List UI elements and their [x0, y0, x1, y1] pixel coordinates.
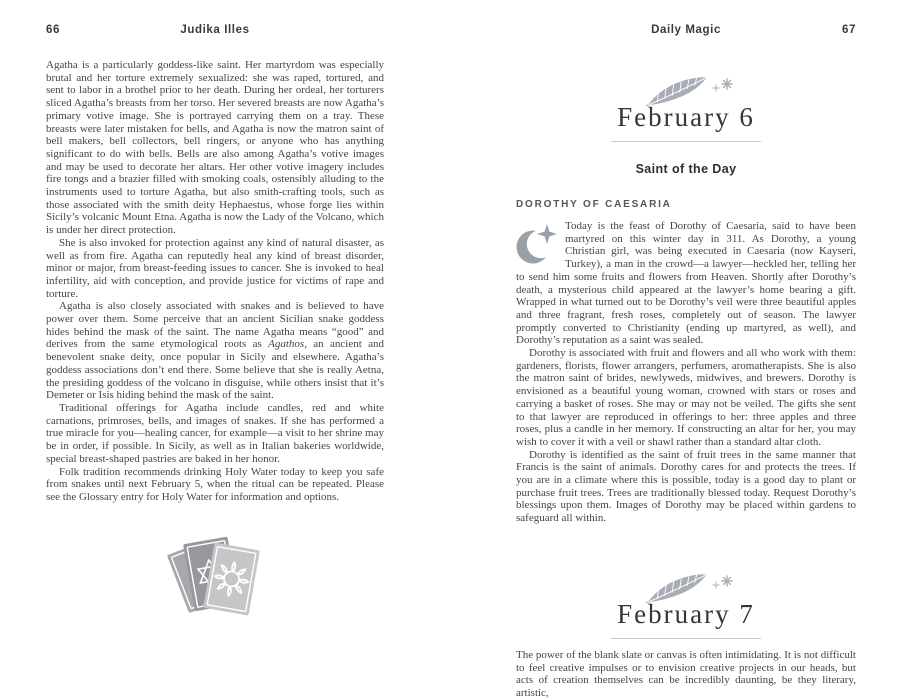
- crescent-moon-star-icon: [516, 222, 557, 267]
- italic-term: Agathos,: [268, 338, 307, 351]
- february-6-heading-block: [516, 72, 856, 142]
- sparkle-icon-small: [713, 85, 719, 91]
- section-title-saint-of-the-day: Saint of the Day: [635, 162, 737, 176]
- paragraph: Dorothy is associated with fruit and flowers and all who work with them: gardeners, florists, flower arrangers, perfumers, aromatherapists. She is also the matron saint of brides, newlyweds, midwives, and brewers. Dorothy is envisioned as a beautiful young woman, crowned with stars or roses and carrying a basket of roses. She may or may not be veiled. The gifts she sent to that lawyer are reproduced in offerings to her: three apples and three roses, plus a candle in her memory. If constructing an altar for her, you may wish to cover it with a veil or shawl rather than a standard altar cloth.: [516, 347, 856, 448]
- paragraph: She is also invoked for protection against any kind of natural disaster, as well as from fire. Agatha can reputedly heal any kind of breast disorder, minor or major, from breast-feeding issues to cancer. She is invoked to heal infertility, aid with conception, and provide justice for victims of rape and torture.: [46, 236, 384, 300]
- paragraph: Folk tradition recommends drinking Holy Water today to keep you safe from snakes until next February 5, when the ritual can be repeated. Please see the Glossary entry for Holy Water for information and options.: [46, 465, 384, 503]
- tarot-cards-icon: [159, 530, 271, 626]
- february-7-body: [516, 649, 856, 700]
- paragraph-text: Agatha is also closely associated with snakes and is believed to have power over them. Some perceive that an ancient Sicilian snake goddess hides behind the mask of the saint. The name Agatha means “good” and derives from the same etymological roots as: [46, 300, 384, 351]
- paragraph: Dorothy is identified as the saint of fruit trees in the same manner that Francis is the saint of animals. Dorothy cares for and protects the trees. If you are in a climate where this is possible, today is a good day to plant or purchase fruit trees. Trees are traditionally blessed today. Request Dorothy’s blessings upon them. Images of Dorothy may be placed within gardens to safeguard all within.: [516, 448, 856, 525]
- date-heading-february-7: February 7: [617, 598, 755, 629]
- paragraph-with-drop-icon: [516, 220, 856, 347]
- feather-icon: [634, 72, 738, 106]
- left-page: [46, 24, 384, 631]
- paragraph: The power of the blank slate or canvas is often intimidating. It is not difficult to feel creative impulses or to envision creative projects in our heads, but acts of creation themselves can be incredibly daunting, be they literary, artistic,: [516, 648, 856, 699]
- page-number-left: 66: [46, 24, 60, 36]
- paragraph: [46, 300, 384, 402]
- running-header-book-title: Daily Magic: [651, 24, 721, 36]
- sparkle-icon-small: [713, 582, 719, 588]
- page-number-right: 67: [842, 24, 856, 36]
- paragraph: Agatha is a particularly goddess-like saint. Her martyrdom was especially brutal and her torture extremely sexualized: she was raped, tortured, and sent to labor in a brothel prior to her death. During her ordeal, her torturers sliced Agatha’s breasts from her torso. Her severed breasts are now Agatha’s primary votive image. She is portrayed carrying them on a tray. These breasts were later mistaken for bells, and Agatha is now the matron saint of bell makers, bell collectors, bell ringers, or anyone who has anything significant to do with bells. Bells are also among Agatha’s votive images and may be used to decorate her altars. Her other votive imagery includes fire tongs and a brazier filled with smoking coals, ostensibly alluding to the instruments used to torture Agatha, but also smith-crafting tools, such as those associated with the smith deity Hephaestus, whose forge lies within Sicily’s volcanic Mount Etna. Agatha is now the Lady of the Volcano, which is under her direct protection.: [46, 59, 384, 237]
- tarot-cards-illustration: [46, 530, 384, 631]
- entry-heading-dorothy: DOROTHY OF CAESARIA: [516, 199, 672, 210]
- sparkle-icon: [722, 576, 732, 586]
- date-rule: [611, 638, 761, 639]
- feather-ornament: [516, 569, 856, 603]
- left-running-head: [46, 24, 384, 38]
- running-header-author: Judika Illes: [180, 24, 250, 36]
- right-page: [516, 24, 856, 700]
- date-rule: [611, 141, 761, 142]
- february-7-heading-block: [516, 569, 856, 639]
- right-running-head: [516, 24, 856, 38]
- date-heading-february-6: February 6: [617, 102, 755, 132]
- left-page-body: [46, 59, 384, 504]
- paragraph-text: an ancient and benevolent snake deity, once popular in Sicily and elsewhere. Agatha’s goddess associations don’t end there. Some believe that she is really Aetna, the presiding goddess of the volcano in disguise, while others insist that it’s Demeter or Isis hiding behind the mask of the saint.: [46, 338, 384, 402]
- feather-ornament: [516, 72, 856, 106]
- right-page-body: [516, 220, 856, 525]
- sparkle-icon: [722, 79, 732, 89]
- paragraph-text: Today is the feast of Dorothy of Caesaria, said to have been martyred on this winter day in 311. As Dorothy, a young Christian girl, was being executed in Caesaria (now Kayseri, Turkey), a man in the crowd—a lawyer—heckled her, telling her to send him some fruits and flowers from Heaven. Shortly after Dorothy’s death, a mysterious child appeared at the lawyer’s home bearing a gift. Wrapped in what turned out to be Dorothy’s veil were three beautiful apples and three fragrant, fresh roses, completely out of season. The lawyer promptly converted to Christianity (ending up martyred, as well), and Dorothy’s reputation as a saint was sealed.: [516, 220, 856, 347]
- paragraph: Traditional offerings for Agatha include candles, red and white carnations, primroses, bells, and images of snakes. If she has performed a true miracle for you—healing cancer, for example—a visit to her shrine may be in order, if possible. In Sicily, as well as in Italian bakeries worldwide, special breast-shaped pastries are baked in her honor.: [46, 401, 384, 465]
- feather-icon: [634, 569, 738, 603]
